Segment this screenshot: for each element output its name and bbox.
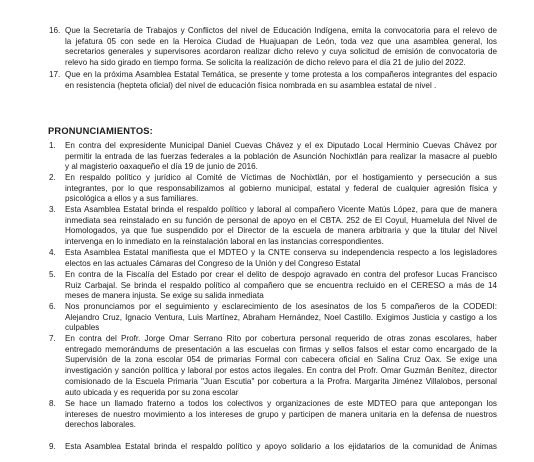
list-item-number: 16. xyxy=(49,26,61,35)
pronouncement-text xyxy=(65,442,497,453)
pronouncement-number: 5. xyxy=(49,270,56,279)
list-item-line: en resistencia (hepteta oficial) del nivel de educación física nombrada en su asamblea estatal de nivel . xyxy=(65,80,437,90)
pronouncement-line: Homologados, ya que fue suspendido por el Director de la escuela de manera arbitraria y que la titular del Nivel xyxy=(65,226,497,236)
pronouncement-line: y al magisterio oaxaqueño el día 19 de junio de 2016. xyxy=(65,162,258,172)
list-item-line: relevo ha sido girado en tiempo forma. Se solicita la realización de dicho relevo para el día 21 de julio del 2022. xyxy=(65,58,466,68)
pronouncement-line: integrantes, por lo que responsabilizamos al gobierno municipal, estatal y federal de cualquier agresión física y xyxy=(65,183,497,193)
pronouncement-line: Esta Asamblea Estatal brinda el respaldo político y apoyo solidario a los ejidatarios de la comunidad de Ánimas xyxy=(65,442,497,451)
pronouncement-text xyxy=(65,270,497,302)
list-item-line: la jefatura 05 con sede en la Heroica Ciudad de Huajuapan de León, toda vez que una asamblea general, los xyxy=(65,36,497,46)
pronouncement-text xyxy=(65,173,497,205)
pronouncement-line: meses de manera injusta. Se exige su salida inmediata xyxy=(65,291,264,301)
pronouncement-line: inmediata sea reinstalado en su función de personal de apoyo en el CBTA. 252 de El Coyul, Huamelula del Nivel de xyxy=(65,215,497,225)
list-item-text xyxy=(65,70,497,91)
pronouncement-text xyxy=(65,302,497,334)
list-item-line: secretarios generales y supervisores acordaron realizar dicho relevo y cuya solicitud de emisión de convocatoria de xyxy=(65,47,497,57)
pronouncement-text xyxy=(65,334,497,398)
pronouncement-number: 7. xyxy=(49,334,56,343)
pronouncement-line: Alejandro Cruz, Ignacio Ventura, Luis Martínez, Abraham Hernández, Noel Castillo. Exigimos Justicia y castigo a los xyxy=(65,312,497,322)
list-item-text xyxy=(65,26,497,69)
pronouncement-line: Nos pronunciamos por el seguimiento y esclarecimiento de los asesinatos de los 5 compañeros de la CODEDI: xyxy=(65,302,497,311)
pronouncement-text xyxy=(65,399,497,431)
pronouncement-line: culpables xyxy=(65,323,100,333)
pronouncement-line: permitir la entrada de las fuerzas federales a la población de Asunción Nochixtlán para realizar la masacre al pueblo xyxy=(65,151,497,161)
pronouncement-line: comisionado de la Escuela Primaria "Juan Escutia" por cobertura a la Profra. Margarita Jiménez Villalobos, personal xyxy=(65,376,497,386)
pronouncement-line: Se hace un llamado fraterno a todos los colectivos y organizaciones de este MDTEO para que antepongan los xyxy=(65,399,497,408)
list-item-line: Que en la próxima Asamblea Estatal Temática, se presente y tome protesta a los compañeros integrantes del espacio xyxy=(65,70,497,79)
pronouncement-line: En contra del expresidente Municipal Daniel Cuevas Chávez y el ex Diputado Local Herminio Cuevas Chávez por xyxy=(65,141,497,150)
pronouncement-line: psicológica a ellos y a sus familiares. xyxy=(65,194,199,204)
section-heading: PRONUNCIAMIENTOS: xyxy=(48,126,153,136)
list-item-number: 17. xyxy=(49,70,61,79)
pronouncement-line: auto ubicada y es requerida por su zona escolar xyxy=(65,387,239,397)
pronouncement-number: 4. xyxy=(49,248,56,257)
pronouncement-line: En respaldo político y jurídico al Comité de Víctimas de Nochixtlán, por el hostigamiento y persecución a sus xyxy=(65,173,497,182)
pronouncement-line: En contra del Profr. Jorge Omar Serrano Rito por cobertura personal requerido de otras zonas escolares, haber xyxy=(65,334,497,343)
pronouncement-line: derechos laborales. xyxy=(65,420,136,430)
pronouncement-number: 3. xyxy=(49,205,56,214)
pronouncement-line: investigación y sanción política y laboral por estos actos ilegales. En contra del Profr. Omar Guzmán Benítez, director xyxy=(65,366,497,376)
list-item-line: Que la Secretaría de Trabajos y Conflictos del nivel de Educación Indígena, emita la convocatoria para el relevo de xyxy=(65,26,497,35)
pronouncement-line: En contra de la Fiscalía del Estado por crear el delito de despojo agravado en contra del profesor Lucas Francisco xyxy=(65,270,497,279)
pronouncement-text xyxy=(65,205,497,248)
pronouncement-line: Ruiz Carbajal. Se brinda el respaldo político al compañero que se encuentra recluido en el CERESO a más de 14 xyxy=(65,280,497,290)
pronouncement-line: Supervisión de la zona escolar 054 de primarias Formal con cabecera oficial en Salina Cruz Oax. Se exige una xyxy=(65,355,497,365)
pronouncement-number: 8. xyxy=(49,399,56,408)
pronouncement-text xyxy=(65,248,497,269)
pronouncement-number: 6. xyxy=(49,302,56,311)
pronouncement-line: electos en las actuales Cámaras del Congreso de la Unión y del Congreso Estatal xyxy=(65,258,361,268)
pronouncement-line: intervenga en lo inmediato en la reinstalación laboral en las instancias correspondientes. xyxy=(65,237,384,247)
pronouncement-line: Esta Asamblea Estatal brinda el respaldo político y laboral al compañero Vicente Matús López, para que de manera xyxy=(65,205,497,214)
pronouncement-number: 2. xyxy=(49,173,56,182)
pronouncement-line: entregado memorándums de presentación a las escuelas con firmas y sellos falsos el estar como encargado de la xyxy=(65,344,497,354)
pronouncement-number: 1. xyxy=(49,141,56,150)
pronouncement-text xyxy=(65,141,497,173)
pronouncement-line: intereses de nuestro movimiento a los intereses de grupo y participen de manera unitaria en la defensa de nuestros xyxy=(65,409,497,419)
pronouncement-line: Esta Asamblea Estatal manifiesta que el MDTEO y la CNTE conserva su independencia respecto a los legisladores xyxy=(65,248,497,257)
pronouncement-number: 9. xyxy=(49,442,56,451)
